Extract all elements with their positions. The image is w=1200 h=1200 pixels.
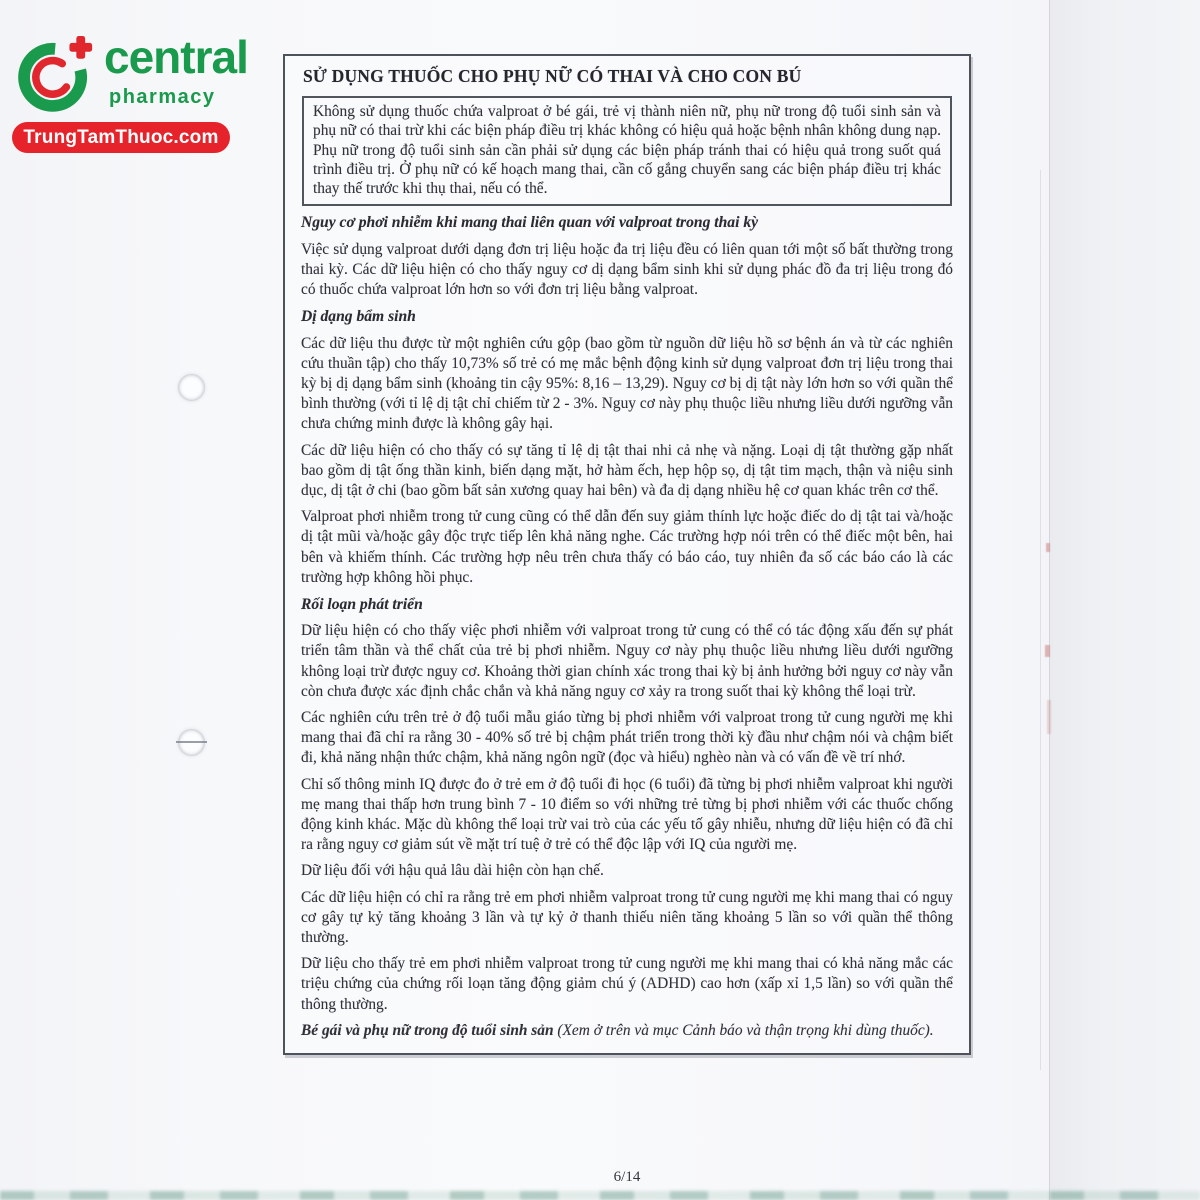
punch-hole: [178, 729, 205, 756]
paragraph: Việc sử dụng valproat dưới dạng đơn trị liệu hoặc đa trị liệu đều có liên quan tới một số bất thường trong thai kỳ. Các dữ liệu hiện có cho thấy nguy cơ dị dạng bẩm sinh khi sử dụng phác đồ đa trị liệu trong đó có thuốc chứa valproat lớn hơn so với đơn trị liệu bằng valproat.: [301, 240, 953, 299]
warning-box: Không sử dụng thuốc chứa valproat ở bé gái, trẻ vị thành niên nữ, phụ nữ trong độ tuổi sinh sản và phụ nữ có thai trừ khi các biện pháp điều trị khác không có hiệu quả hoặc bệnh nhân không dung nạp. Phụ nữ trong độ tuổi sinh sản cần phải sử dụng các biện pháp tránh thai có hiệu quả trong suốt quá trình điều trị. Ở phụ nữ có kế hoạch mang thai, cần cố gắng chuyển sang các biện pháp điều trị khác thay thế trước khi thụ thai, nếu có thể.: [302, 96, 952, 206]
brand-subtitle: pharmacy: [109, 86, 216, 108]
paragraph: Các nghiên cứu trên trẻ ở độ tuổi mẫu giáo từng bị phơi nhiễm với valproat trong tử cung người mẹ khi mang thai đã chỉ ra rằng 30 - 40% số trẻ bị chậm phát triển trong thời kỳ đầu như chậm nói và chậm biết đi, khả năng nhận thức chậm, khả năng ngôn ngữ (đọc và hiểu) nghèo nàn và có vấn đề về trí nhớ.: [301, 708, 953, 767]
punch-hole-line: [176, 741, 207, 743]
scan-edge-line: [1040, 170, 1041, 1070]
paragraph: Valproat phơi nhiễm trong tử cung cũng có thể dẫn đến suy giảm thính lực hoặc điếc do dị tật tai và/hoặc dị tật mũi và/hoặc gây độc trực tiếp lên khả năng nghe. Các trường hợp nói trên có thể điếc một bên, hai bên và khiếm thính. Các trường hợp nêu trên chưa thấy có báo cáo, tuy nhiên đa số các báo cáo là các trường hợp không hồi phục.: [301, 508, 953, 586]
scan-artifact: [1047, 700, 1051, 734]
final-note: [301, 1021, 953, 1041]
final-note-lead: Bé gái và phụ nữ trong độ tuổi sinh sản: [301, 1021, 558, 1039]
paragraph: Dữ liệu hiện có cho thấy việc phơi nhiễm với valproat trong tử cung có thể có tác động xấu đến sự phát triển tâm thần và thể chất của trẻ bị phơi nhiễm. Nguy cơ này phụ thuộc liều nhưng liều dưới ngưỡng không loại trừ được nguy cơ. Khoảng thời gian chính xác trong thai kỳ bị ảnh hưởng bởi nguy cơ này vẫn còn chưa được xác định chắc chắn và khả năng nguy cơ xảy ra trong suốt thai kỳ không thể loại trừ.: [301, 622, 953, 700]
paragraph: Các dữ liệu thu được từ một nghiên cứu gộp (bao gồm từ nguồn dữ liệu hồ sơ bệnh án và từ các nghiên cứu thuần tập) cho thấy 10,73% số trẻ có mẹ mắc bệnh động kinh sử dụng valproat đơn trị liệu trong thai kỳ bị dị dạng bẩm sinh (khoảng tin cậy 95%: 8,16 – 13,29). Nguy cơ bị dị tật này lớn hơn so với quần thể bình thường (với tỉ lệ dị tật chỉ chiếm từ 2 - 3%. Nguy cơ này phụ thuộc liều nhưng liều dưới ngưỡng vẫn chưa chứng minh được là không gây hại.: [301, 334, 953, 433]
document-body: [301, 213, 953, 1041]
document-box: [283, 54, 971, 1055]
central-pharmacy-logo-icon: [14, 32, 98, 116]
pharmacy-logo: [12, 26, 252, 156]
paragraph: Dữ liệu cho thấy trẻ em phơi nhiễm valproat trong tử cung người mẹ khi mang thai có khả năng mắc các triệu chứng của chứng rối loạn tăng động giảm chú ý (ADHD) cao hơn (xấp xỉ 1,5 lần) so với quần thể thông thường.: [301, 955, 953, 1013]
scan-artifact: [1046, 543, 1050, 552]
scan-artifact: [1045, 645, 1050, 657]
paragraph: Các dữ liệu hiện có chỉ ra rằng trẻ em phơi nhiễm valproat trong tử cung người mẹ khi mang thai có nguy cơ gây tự kỷ tăng khoảng 3 lần và tự kỷ ở thanh thiếu niên tăng khoảng 5 lần so với quần thể thông thường.: [301, 888, 953, 946]
document-title: SỬ DỤNG THUỐC CHO PHỤ NỮ CÓ THAI VÀ CHO CON BÚ: [303, 66, 802, 86]
site-pill: TrungTamThuoc.com: [12, 122, 230, 153]
page-number: 6/14: [613, 1169, 641, 1185]
punch-hole: [178, 374, 205, 401]
final-note-reference: (Xem ở trên và mục Cảnh báo và thận trọng khi dùng thuốc).: [557, 1021, 934, 1039]
brand-name: central: [104, 31, 248, 83]
next-page-strip: [0, 1191, 1200, 1200]
paragraph: Dữ liệu đối với hậu quả lâu dài hiện còn hạn chế.: [301, 862, 604, 880]
paragraph: Các dữ liệu hiện có cho thấy có sự tăng tỉ lệ dị tật thai nhi cả nhẹ và nặng. Loại dị tật thường gặp nhất bao gồm dị tật ống thần kinh, biến dạng mặt, hở hàm ếch, hẹp hộp sọ, dị tật tim mạch, thận và niệu sinh dục, dị tật ở chi (bao gồm bất sản xương quay hai bên) và đa dị dạng nhiều hệ cơ quan khác trên cơ thể.: [301, 441, 953, 499]
section-heading-pregnancy-risk: Nguy cơ phơi nhiễm khi mang thai liên quan với valproat trong thai kỳ: [301, 214, 759, 232]
section-heading-congenital-malformation: Dị dạng bẩm sinh: [301, 308, 416, 326]
scan-page-edge: [1049, 0, 1200, 1200]
paragraph: Chỉ số thông minh IQ được đo ở trẻ em ở độ tuổi đi học (6 tuổi) đã từng bị phơi nhiễm valproat khi người mẹ mang thai thấp hơn trung bình 7 - 10 điểm so với những trẻ từng bị phơi nhiễm với các thuốc chống động kinh khác. Mặc dù không thể loại trừ vai trò của các yếu tố gây nhiễu, nhưng dữ liệu hiện có đã chỉ ra rằng nguy cơ giảm sút về mặt trí tuệ ở trẻ có thể độc lập với IQ của người mẹ.: [301, 775, 953, 854]
section-heading-developmental-disorders: Rối loạn phát triển: [301, 595, 423, 613]
